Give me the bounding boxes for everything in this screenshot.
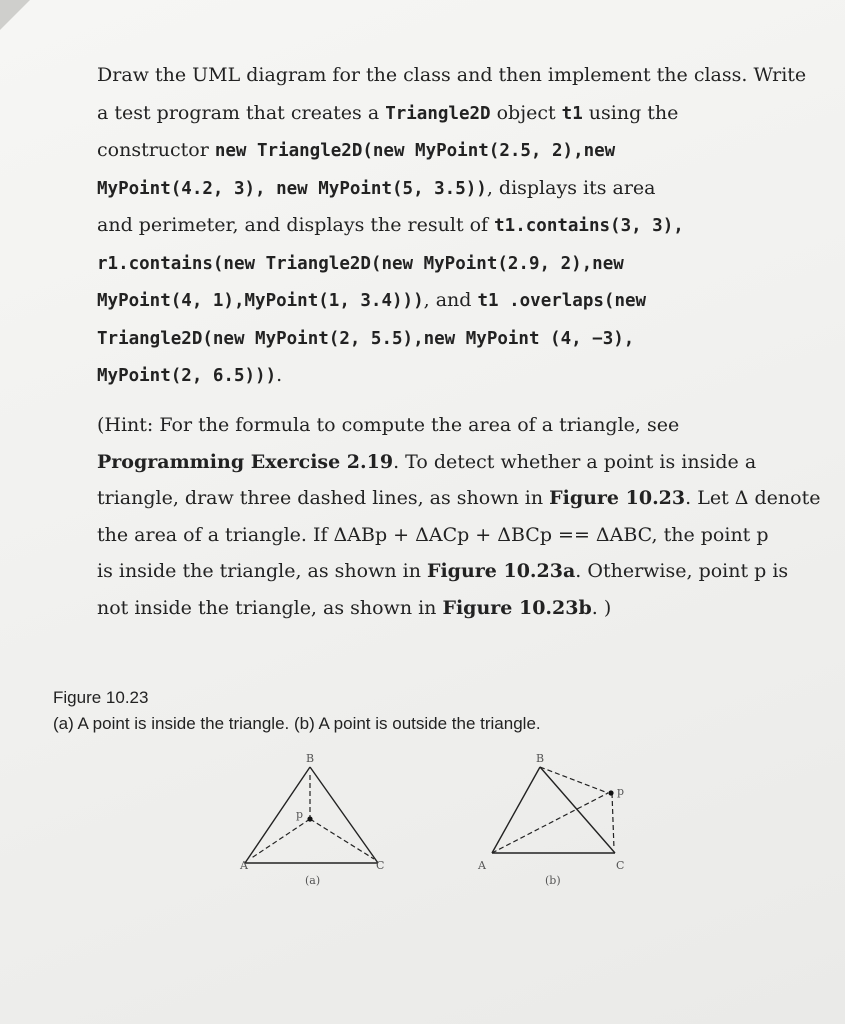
text-span: object: [490, 101, 562, 124]
point-label-p-a: p: [296, 808, 304, 821]
vertex-label-a-a: A: [240, 859, 248, 872]
code-span: t1.contains(3, 3),: [494, 216, 684, 236]
text-span: Draw the UML diagram for the class and then implement the class. Write: [97, 64, 807, 86]
problem-line: [97, 327, 819, 365]
hint-paragraph: [97, 414, 819, 633]
code-span: MyPoint(4.2, 3), new MyPoint(5, 3.5)): [97, 178, 487, 199]
hint-line: [97, 414, 819, 451]
text-span: . Otherwise, point p is: [575, 560, 789, 582]
problem-line: [97, 102, 819, 140]
code-span: t1 .overlaps(new: [477, 291, 647, 311]
text-span: . Let Δ denote: [685, 487, 821, 509]
problem-line: [97, 364, 819, 402]
hint-line: [97, 560, 819, 597]
vertex-label-c-a: C: [376, 859, 385, 872]
figure-a: [239, 752, 384, 887]
problem-statement: [97, 64, 819, 402]
text-span: , displays its area: [486, 176, 656, 199]
code-span: Triangle2D(new MyPoint(2, 5.5),new MyPoint (4, −3),: [97, 328, 635, 349]
text-span: not inside the triangle, as shown in: [97, 596, 443, 619]
text-span: . ): [591, 596, 612, 619]
figure-description: (a) A point is inside the triangle. (b) A point is outside the triangle.: [53, 714, 541, 733]
text-span: , and: [423, 289, 478, 311]
problem-line: [97, 177, 819, 215]
figure-title: Figure 10.23: [53, 688, 149, 707]
hint-line: [97, 597, 819, 634]
problem-line: [97, 64, 819, 102]
hint-line: [97, 524, 819, 561]
vertex-label-c-b: C: [616, 859, 625, 872]
text-span: triangle, draw three dashed lines, as shown in: [97, 487, 550, 509]
code-span: t1: [561, 103, 583, 124]
problem-line: [97, 139, 819, 177]
subfigure-label-b: (b): [545, 874, 561, 887]
text-span: . To detect whether a point is inside a: [393, 450, 757, 473]
text-span: is inside the triangle, as shown in: [97, 560, 427, 582]
text-span: a test program that creates a: [97, 101, 386, 124]
vertex-label-b-b: B: [536, 752, 545, 765]
code-span: Triangle2D: [385, 103, 491, 124]
bold-reference: Figure 10.23: [549, 487, 686, 509]
code-span: new Triangle2D(new MyPoint(2.5, 2),new: [214, 141, 616, 161]
text-span: using the: [582, 101, 679, 124]
hint-line: [97, 487, 819, 524]
hint-line: [97, 451, 819, 488]
code-span: r1.contains(new Triangle2D(new MyPoint(2.9, 2),new: [97, 253, 624, 274]
text-span: the area of a triangle. If ΔABp + ΔACp + ΔBCp == ΔABC, the point p: [97, 523, 769, 546]
bold-reference: Programming Exercise 2.19: [97, 450, 394, 473]
figure-caption: [53, 688, 541, 734]
triangle-figures: [230, 745, 650, 890]
figure-b: [477, 752, 624, 887]
point-label-p-b: p: [617, 785, 625, 798]
problem-line: [97, 214, 819, 252]
vertex-label-a-b: A: [478, 859, 486, 872]
bold-reference: Figure 10.23b: [442, 596, 592, 619]
text-span: .: [276, 364, 283, 386]
page-corner-fold: [0, 0, 30, 30]
text-span: constructor: [97, 139, 215, 161]
problem-line: [97, 289, 819, 327]
code-span: MyPoint(4, 1),MyPoint(1, 3.4))): [97, 291, 424, 311]
vertex-label-b-a: B: [306, 752, 315, 765]
problem-line: [97, 252, 819, 290]
text-span: (Hint: For the formula to compute the area of a triangle, see: [97, 414, 680, 436]
text-span: and perimeter, and displays the result of: [97, 214, 495, 236]
bold-reference: Figure 10.23a: [426, 560, 576, 582]
code-span: MyPoint(2, 6.5))): [97, 366, 277, 386]
subfigure-label-a: (a): [305, 874, 321, 887]
